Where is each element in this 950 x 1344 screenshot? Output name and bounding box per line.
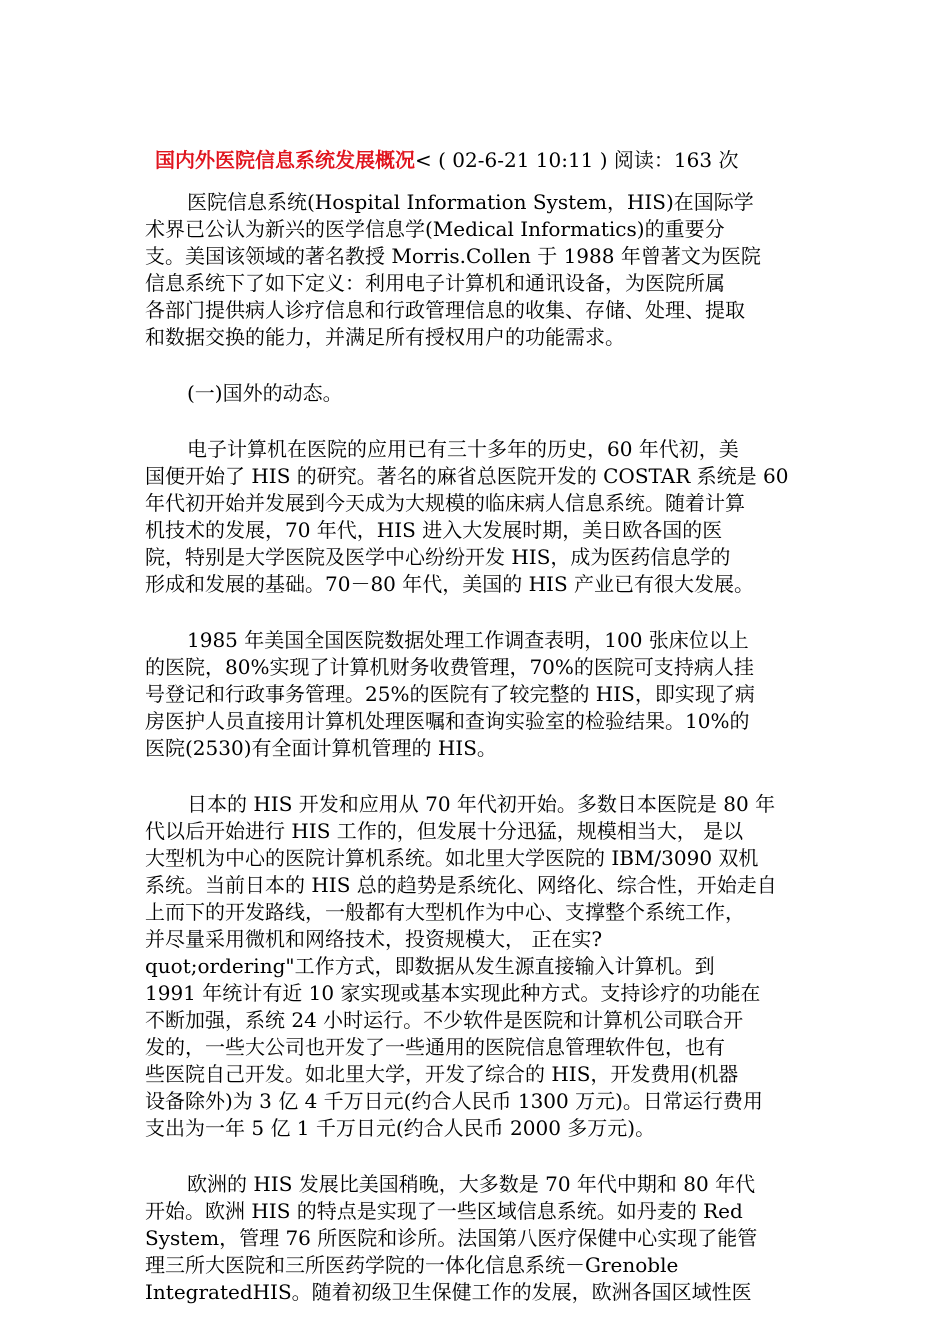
paragraph-his-definition: 医院信息系统(Hospital Information System，HIS)在国际学 术界已公认为新兴的医学信息学(Medical Informatics)的重要分 支。美国该领域的著名教授 Morris.Collen 于 1988 年曾著文为医院 信息系统下了如下定义：利用电子计算机和通讯设备，为医院所属 各部门提供病人诊疗信息和行政管理信息的收集、存储、处理、提取 和数据交换的能力，并满足所有授权用户的功能需求。 [145,190,761,349]
paragraph-section-heading: (一)国外的动态。 [187,381,343,405]
article-title: 国内外医院信息系统发展概况 [155,148,415,172]
paragraph-japan-his: 日本的 HIS 开发和应用从 70 年代初开始。多数日本医院是 80 年 代以后开始进行 HIS 工作的，但发展十分迅猛，规模相当大， 是以 大型机为中心的医院计算机系统。如北里大学医院的 IBM/3090 双机 系统。当前日本的 HIS 总的趋势是系统化、网络化、综合性，开始走自 上而下的开发路线，一般都有大型机作为中心、支撑整个系统工作， 并尽量采用微机和网络技术，投资规模大， 正在实? quot;ordering"工作方式，即数据从发生源直接输入计算机。到 1991 年统计有近 10 家实现或基本实现此种方式。支持诊疗的功能在 不断加强，系统 24 小时运行。不少软件是医院和计算机公司联合开 发的，一些大公司也开发了一些通用的医院信息管理软件包，也有 些医院自己开发。如北里大学，开发了综合的 HIS，开发费用(机器 设备除外)为 3 亿 4 千万日元(约合人民币 1300 万元)。日常运行费用 支出为一年 5 亿 1 千万日元(约合人民币 2000 多万元)。 [145,792,777,1140]
article-page [145,145,807,1335]
article-header [155,145,807,175]
paragraph-1985-survey: 1985 年美国全国医院数据处理工作调查表明，100 张床位以上 的医院，80%实现了计算机财务收费管理，70%的医院可支持病人挂 号登记和行政事务管理。25%的医院有了较完整的 HIS，即实现了病 房医护人员直接用计算机处理医嘱和查询实验室的检验结果。10%的 医院(2530)有全面计算机管理的 HIS。 [145,628,755,760]
paragraph-us-history: 电子计算机在医院的应用已有三十多年的历史，60 年代初，美 国便开始了 HIS 的研究。著名的麻省总医院开发的 COSTAR 系统是 60 年代初开始并发展到今天成为大规模的临床病人信息系统。随着计算 机技术的发展，70 年代，HIS 进入大发展时期，美日欧各国的医 院，特别是大学医院及医学中心纷纷开发 HIS，成为医药信息学的 形成和发展的基础。70－80 年代，美国的 HIS 产业已有很大发展。 [145,437,789,596]
article-meta: < ( 02-6-21 10:11 ) 阅读：163 次 [415,148,739,172]
paragraph-europe-his: 欧洲的 HIS 发展比美国稍晚，大多数是 70 年代中期和 80 年代 开始。欧洲 HIS 的特点是实现了一些区域信息系统。如丹麦的 Red System，管理 76 所医院和诊所。法国第八医疗保健中心实现了能管 理三所大医院和三所医药学院的一体化信息系统－Grenoble IntegratedHIS。随着初级卫生保健工作的发展，欧洲各国区域性医 [145,1172,758,1304]
